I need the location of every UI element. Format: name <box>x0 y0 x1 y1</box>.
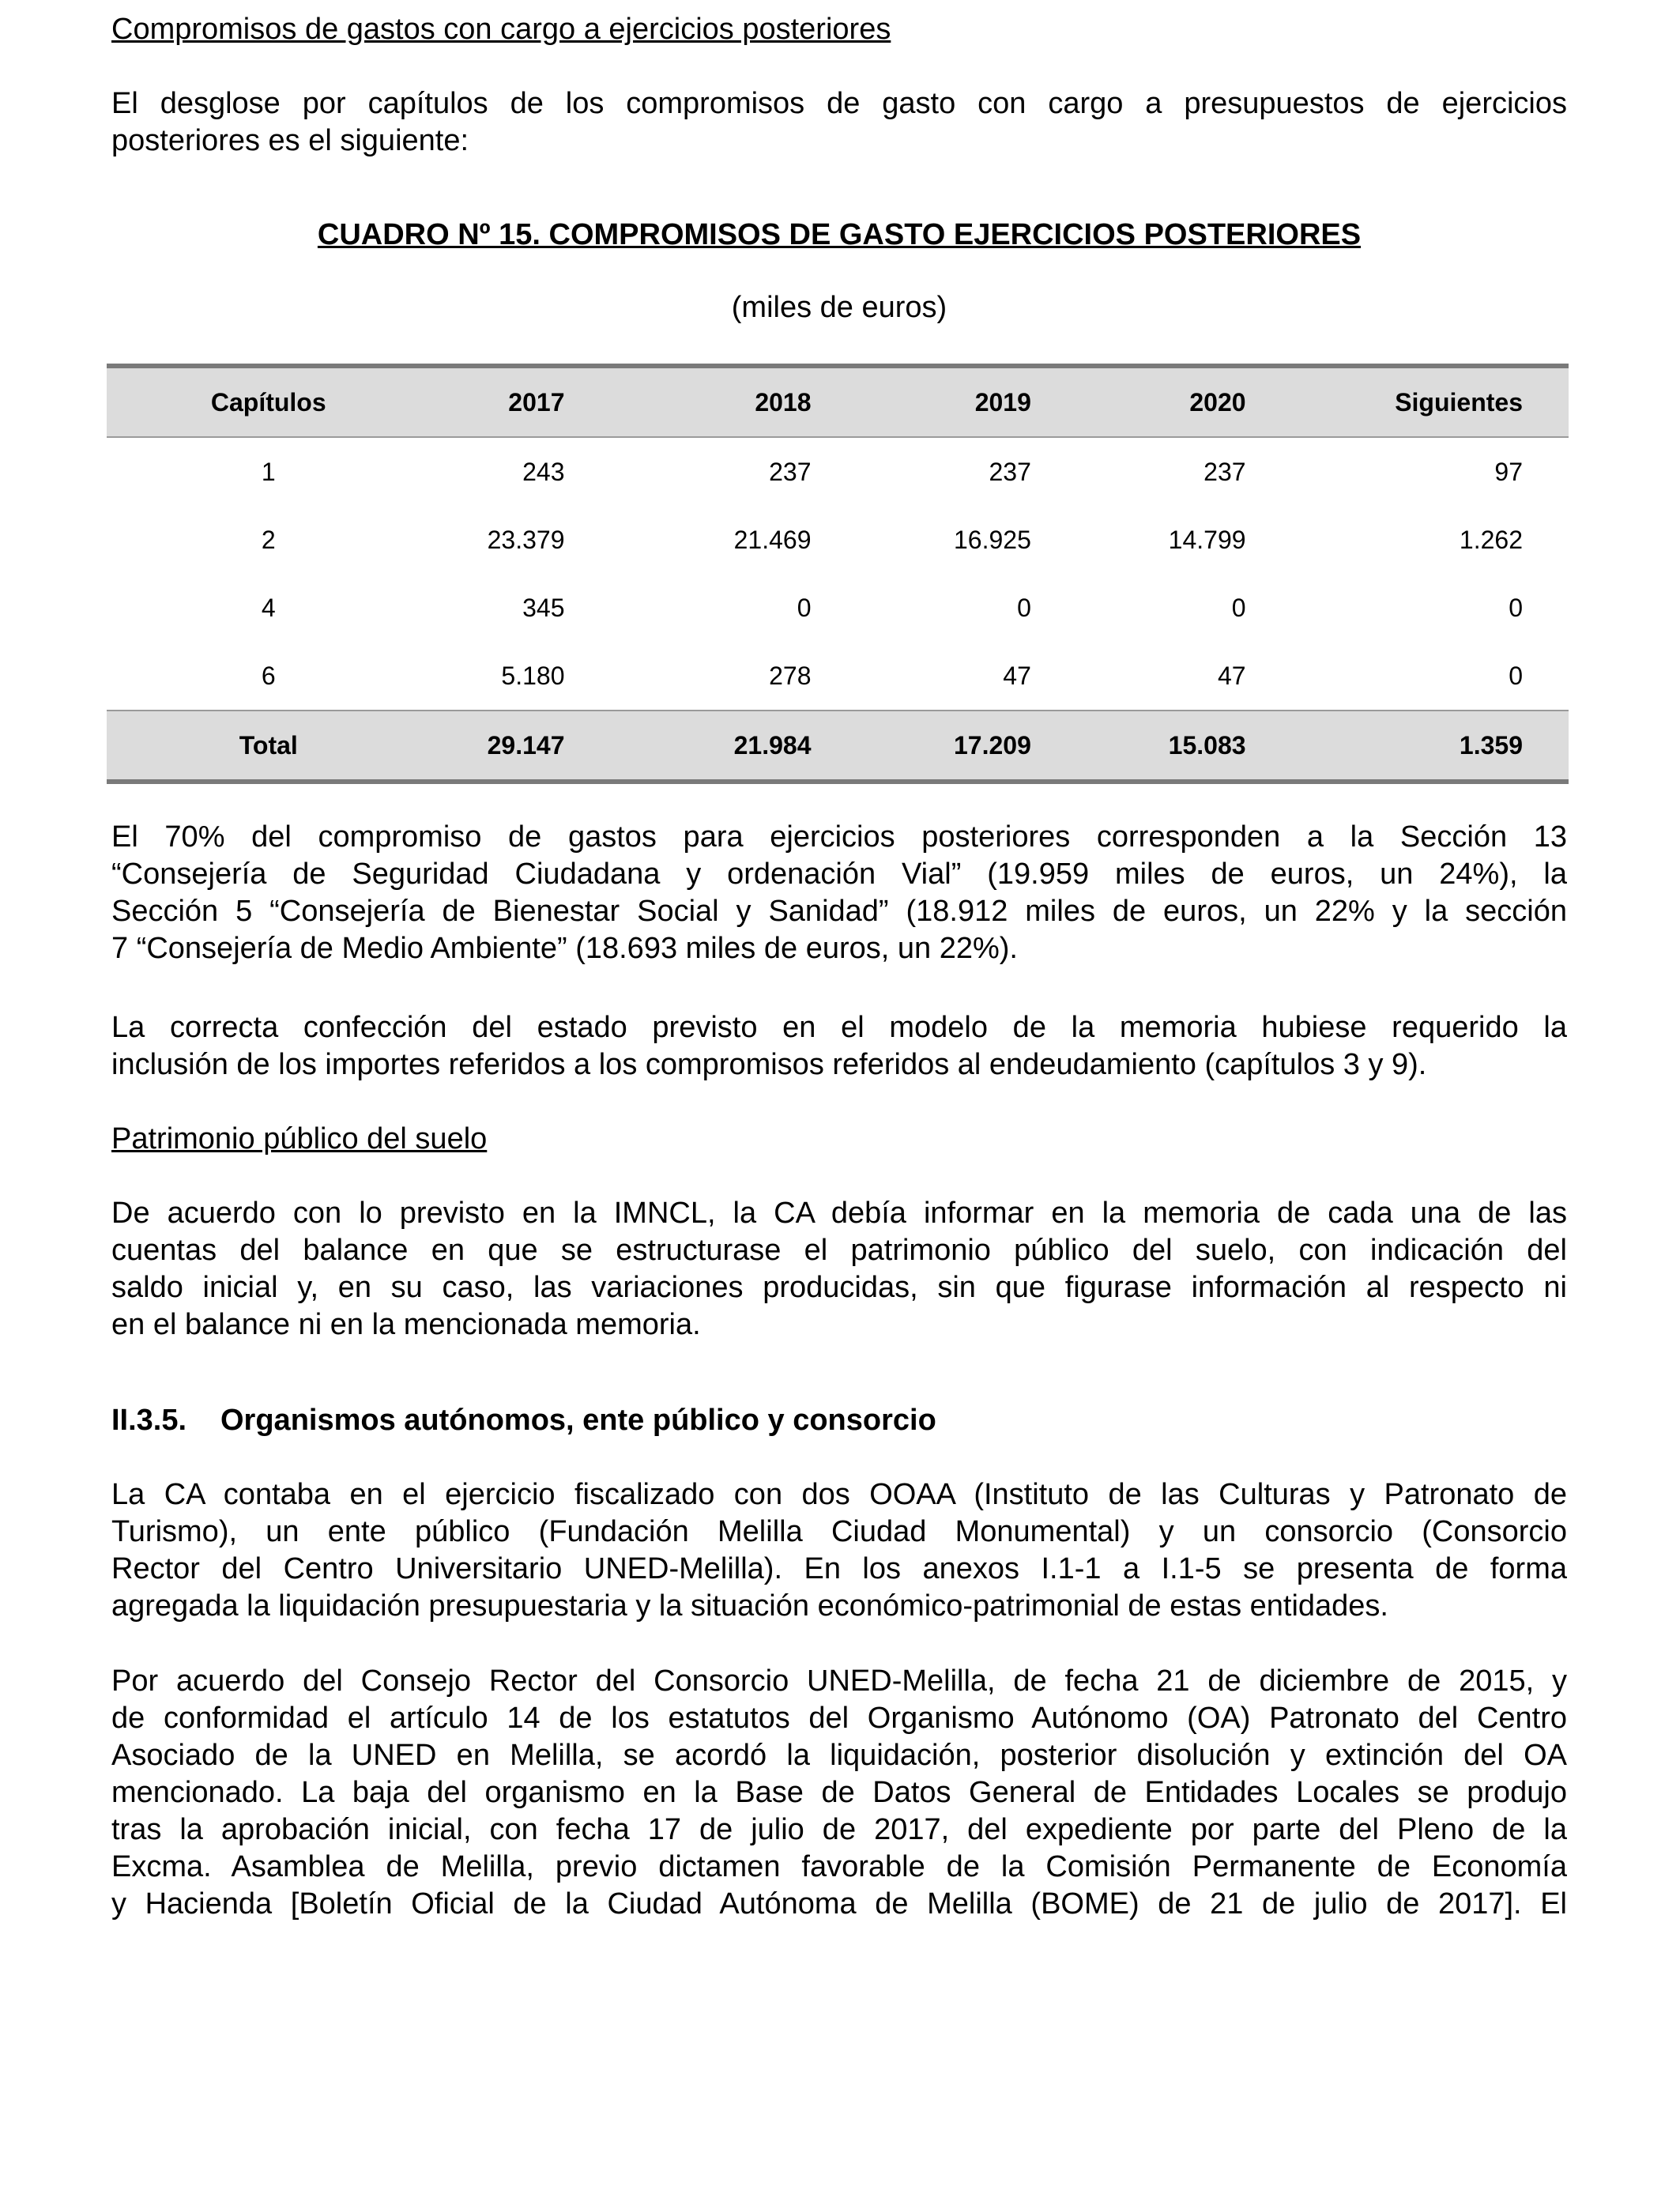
table-cell: 4 <box>261 593 276 622</box>
table-title: CUADRO Nº 15. COMPROMISOS DE GASTO EJERCICIOS POSTERIORES <box>317 218 1362 251</box>
text-line: agregada la liquidación presupuestaria y la situación económico-patrimonial de estas entidades. <box>111 1589 1388 1623</box>
text-line: La CA contaba en el ejercicio fiscalizado con dos OOAA (Instituto de las Culturas y Patronato de <box>111 1478 1567 1511</box>
column-header: 2019 <box>974 387 1031 417</box>
table-cell: 1.262 <box>1459 525 1523 554</box>
table-cell: 0 <box>1509 661 1523 690</box>
table-cell: 0 <box>797 593 812 622</box>
text-line: El desglose por capítulos de los compromisos de gasto con cargo a presupuestos de ejercicios <box>111 87 1567 120</box>
table-cell: 1 <box>107 437 367 506</box>
text-line: cuentas del balance en que se estructurase el patrimonio público del suelo, con indicación del <box>111 1234 1567 1267</box>
paragraph-patrimonio <box>111 1195 1567 1344</box>
text-line: Asociado de la UNED en Melilla, se acordó la liquidación, posterior disolución y extinción del OA <box>111 1739 1567 1772</box>
table-cell: 2 <box>261 525 276 554</box>
table-cell: 16.925 <box>954 525 1031 554</box>
text-line: Por acuerdo del Consejo Rector del Consorcio UNED-Melilla, de fecha 21 de diciembre de 2015, y <box>111 1664 1567 1698</box>
table-cell: Total <box>107 711 367 782</box>
table-cell: 47 <box>1217 661 1246 690</box>
text-line: La correcta confección del estado previsto en el modelo de la memoria hubiese requerido la <box>111 1011 1567 1044</box>
text-line: De acuerdo con lo previsto en la IMNCL, la CA debía informar en la memoria de cada una de las <box>111 1197 1567 1230</box>
table-cell: 237 <box>610 437 857 506</box>
table-cell: 47 <box>1003 661 1031 690</box>
table-cell: 278 <box>769 661 812 690</box>
section-number: II.3.5. <box>111 1404 187 1437</box>
paragraph-acuerdo <box>111 1663 1567 1923</box>
table-cell: 243 <box>367 437 611 506</box>
table-total-row <box>107 711 1569 782</box>
table-cell: 97 <box>1292 437 1569 506</box>
table-row <box>107 574 1569 642</box>
column-header: 2020 <box>1189 387 1246 417</box>
table-cell: 5.180 <box>501 661 565 690</box>
table-subtitle: (miles de euros) <box>731 291 947 324</box>
paragraph-70-percent <box>111 819 1567 967</box>
section-title: Organismos autónomos, ente público y consorcio <box>220 1404 936 1437</box>
table-cell: 6 <box>261 661 276 690</box>
table-row <box>107 506 1569 574</box>
heading-compromisos: Compromisos de gastos con cargo a ejercicios posteriores <box>111 13 891 46</box>
column-header: 2017 <box>508 387 565 417</box>
text-line: de conformidad el artículo 14 de los estatutos del Organismo Autónomo (OA) Patronato del Centro <box>111 1702 1567 1735</box>
text-line: Sección 5 “Consejería de Bienestar Social y Sanidad” (18.912 miles de euros, un 22% y la sección <box>111 895 1567 928</box>
table-cell: 21.984 <box>610 711 857 782</box>
section-heading <box>111 1402 936 1439</box>
intro-paragraph <box>111 85 1567 160</box>
paragraph-ca <box>111 1476 1567 1625</box>
table-row <box>107 642 1569 711</box>
heading-patrimonio: Patrimonio público del suelo <box>111 1122 488 1155</box>
text-line: 7 “Consejería de Medio Ambiente” (18.693 miles de euros, un 22%). <box>111 932 1018 965</box>
text-line: posteriores es el siguiente: <box>111 124 469 157</box>
text-line: Rector del Centro Universitario UNED-Melilla). En los anexos I.1-1 a I.1-5 se presenta de forma <box>111 1552 1567 1585</box>
text-line: en el balance ni en la mencionada memoria. <box>111 1308 701 1341</box>
text-line: Turismo), un ente público (Fundación Melilla Ciudad Monumental) y un consorcio (Consorcio <box>111 1515 1567 1548</box>
text-line: “Consejería de Seguridad Ciudadana y ordenación Vial” (19.959 miles de euros, un 24%), la <box>111 858 1567 891</box>
table-cell: 0 <box>1231 593 1246 622</box>
text-line: inclusión de los importes referidos a los compromisos referidos al endeudamiento (capítulos 3 y 9). <box>111 1048 1427 1081</box>
table-cell: 29.147 <box>367 711 611 782</box>
table-cell: 0 <box>1509 593 1523 622</box>
text-line: tras la aprobación inicial, con fecha 17 de julio de 2017, del expediente por parte del Pleno de la <box>111 1813 1567 1846</box>
commitments-table <box>107 364 1569 784</box>
table-cell: 345 <box>522 593 565 622</box>
table-header-row <box>107 366 1569 437</box>
text-line: saldo inicial y, en su caso, las variaciones producidas, sin que figurase información al respecto ni <box>111 1271 1567 1304</box>
text-line: El 70% del compromiso de gastos para ejercicios posteriores corresponden a la Sección 13 <box>111 820 1567 854</box>
paragraph-correcta <box>111 1009 1567 1084</box>
table-cell: 23.379 <box>487 525 565 554</box>
table-row <box>107 437 1569 506</box>
text-line: Excma. Asamblea de Melilla, previo dictamen favorable de la Comisión Permanente de Economía <box>111 1850 1567 1883</box>
column-header: Capítulos <box>210 387 326 417</box>
table-cell: 14.799 <box>1168 525 1246 554</box>
text-line: mencionado. La baja del organismo en la Base de Datos General de Entidades Locales se produjo <box>111 1776 1567 1809</box>
column-header: 2018 <box>755 387 812 417</box>
table-cell: 237 <box>857 437 1077 506</box>
table-cell: 237 <box>1077 437 1292 506</box>
table-cell: 15.083 <box>1077 711 1292 782</box>
table-cell: 17.209 <box>857 711 1077 782</box>
column-header: Siguientes <box>1395 387 1523 417</box>
table-cell: 21.469 <box>733 525 812 554</box>
table-cell: 1.359 <box>1292 711 1569 782</box>
text-line: y Hacienda [Boletín Oficial de la Ciudad Autónoma de Melilla (BOME) de 21 de julio de 2017]. El <box>111 1887 1567 1921</box>
table-cell: 0 <box>1017 593 1031 622</box>
